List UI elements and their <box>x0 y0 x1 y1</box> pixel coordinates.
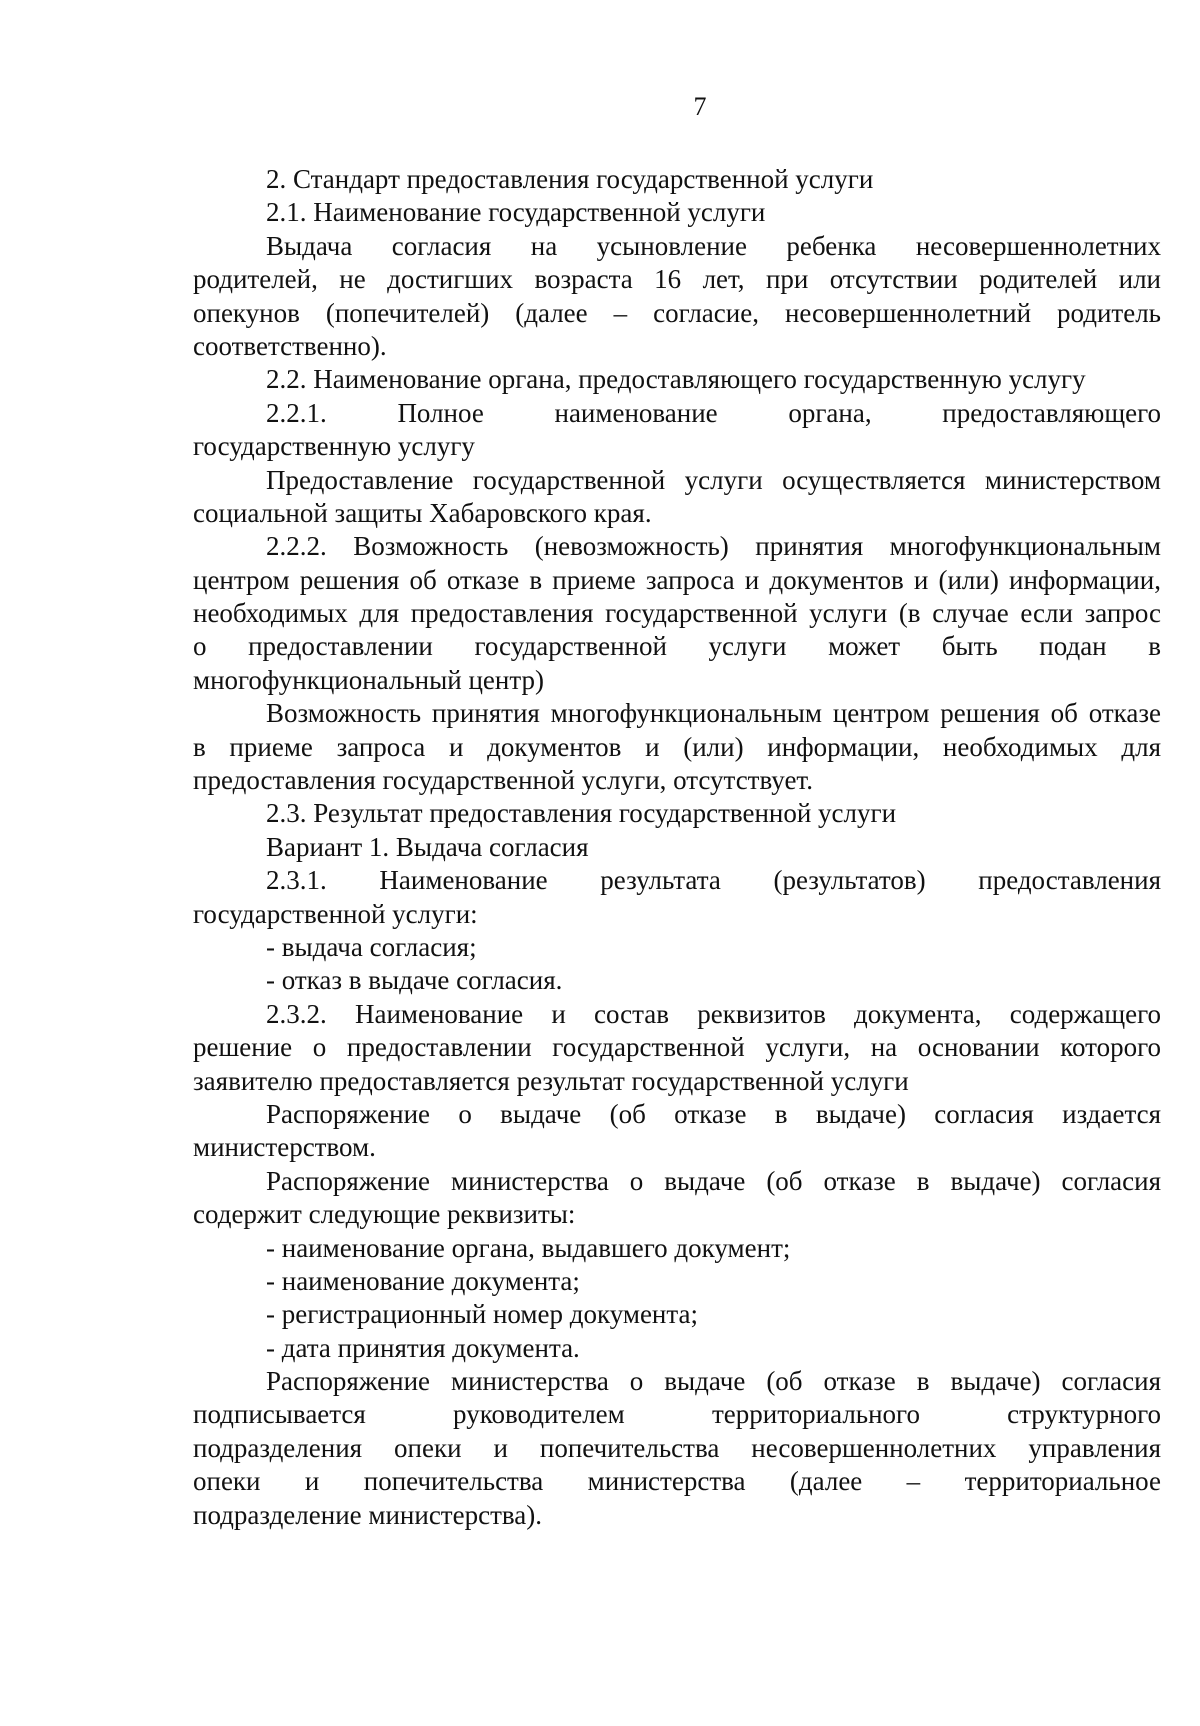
text-line: - отказ в выдаче согласия. <box>266 965 563 996</box>
text-line: 2. Стандарт предоставления государственной услуги <box>266 164 874 194</box>
text-line: родителей, не достигших возраста 16 лет, при отсутствии родителей или <box>193 264 1161 295</box>
text-line: 2.2. Наименование органа, предоставляющего государственную услугу <box>266 364 1086 395</box>
text-line: центром решения об отказе в приеме запроса и документов и (или) информации, <box>193 564 1161 595</box>
text-line: о предоставлении государственной услуги может быть подан в <box>193 631 1161 662</box>
text-line: 2.3.2. Наименование и состав реквизитов документа, содержащего <box>266 998 1161 1029</box>
text-line: 2.2.1. Полное наименование органа, предоставляющего <box>266 397 1161 428</box>
text-line: Распоряжение о выдаче (об отказе в выдаче) согласия издается <box>266 1098 1161 1129</box>
text-line: многофункциональный центр) <box>193 664 544 695</box>
text-line: решение о предоставлении государственной услуги, на основании которого <box>193 1032 1161 1063</box>
text-line: в приеме запроса и документов и (или) информации, необходимых для <box>193 731 1161 762</box>
text-line: опекунов (попечителей) (далее – согласие, несовершеннолетний родитель <box>193 297 1161 328</box>
text-line: государственной услуги: <box>193 898 478 929</box>
text-line: 2.1. Наименование государственной услуги <box>266 197 766 228</box>
text-line: - наименование органа, выдавшего документ; <box>266 1232 791 1263</box>
text-line: 2.3.1. Наименование результата (результатов) предоставления <box>266 865 1161 896</box>
text-line: министерством. <box>193 1132 376 1163</box>
text-line: опеки и попечительства министерства (далее – территориальное <box>193 1466 1161 1497</box>
text-line: предоставления государственной услуги, отсутствует. <box>193 765 813 796</box>
text-line: - дата принятия документа. <box>266 1332 580 1363</box>
text-line: Возможность принятия многофункциональным центром решения об отказе <box>266 698 1161 729</box>
text-line: 2.2.2. Возможность (невозможность) принятия многофункциональным <box>266 531 1161 562</box>
text-line: подразделения опеки и попечительства несовершеннолетних управления <box>193 1432 1161 1463</box>
document-body <box>193 163 1161 1532</box>
text-line: Выдача согласия на усыновление ребенка несовершеннолетних <box>266 230 1161 261</box>
text-line: государственную услугу <box>193 431 475 462</box>
text-line: социальной защиты Хабаровского края. <box>193 497 652 528</box>
text-line: соответственно). <box>193 330 387 361</box>
text-line: - наименование документа; <box>266 1265 580 1296</box>
text-line: - выдача согласия; <box>266 931 477 962</box>
text-line: Предоставление государственной услуги осуществляется министерством <box>266 464 1161 495</box>
text-line: заявителю предоставляется результат государственной услуги <box>193 1065 909 1096</box>
text-line: Распоряжение министерства о выдаче (об отказе в выдаче) согласия <box>266 1165 1161 1196</box>
text-line: 2.3. Результат предоставления государственной услуги <box>266 798 897 829</box>
text-line: - регистрационный номер документа; <box>266 1299 698 1330</box>
text-line: подписывается руководителем территориального структурного <box>193 1399 1161 1430</box>
text-line: необходимых для предоставления государственной услуги (в случае если запрос <box>193 598 1161 629</box>
text-line: содержит следующие реквизиты: <box>193 1199 576 1230</box>
text-line: Вариант 1. Выдача согласия <box>266 831 589 862</box>
text-line: подразделение министерства). <box>193 1499 542 1530</box>
page-number: 7 <box>693 92 707 121</box>
text-line: Распоряжение министерства о выдаче (об отказе в выдаче) согласия <box>266 1366 1161 1397</box>
